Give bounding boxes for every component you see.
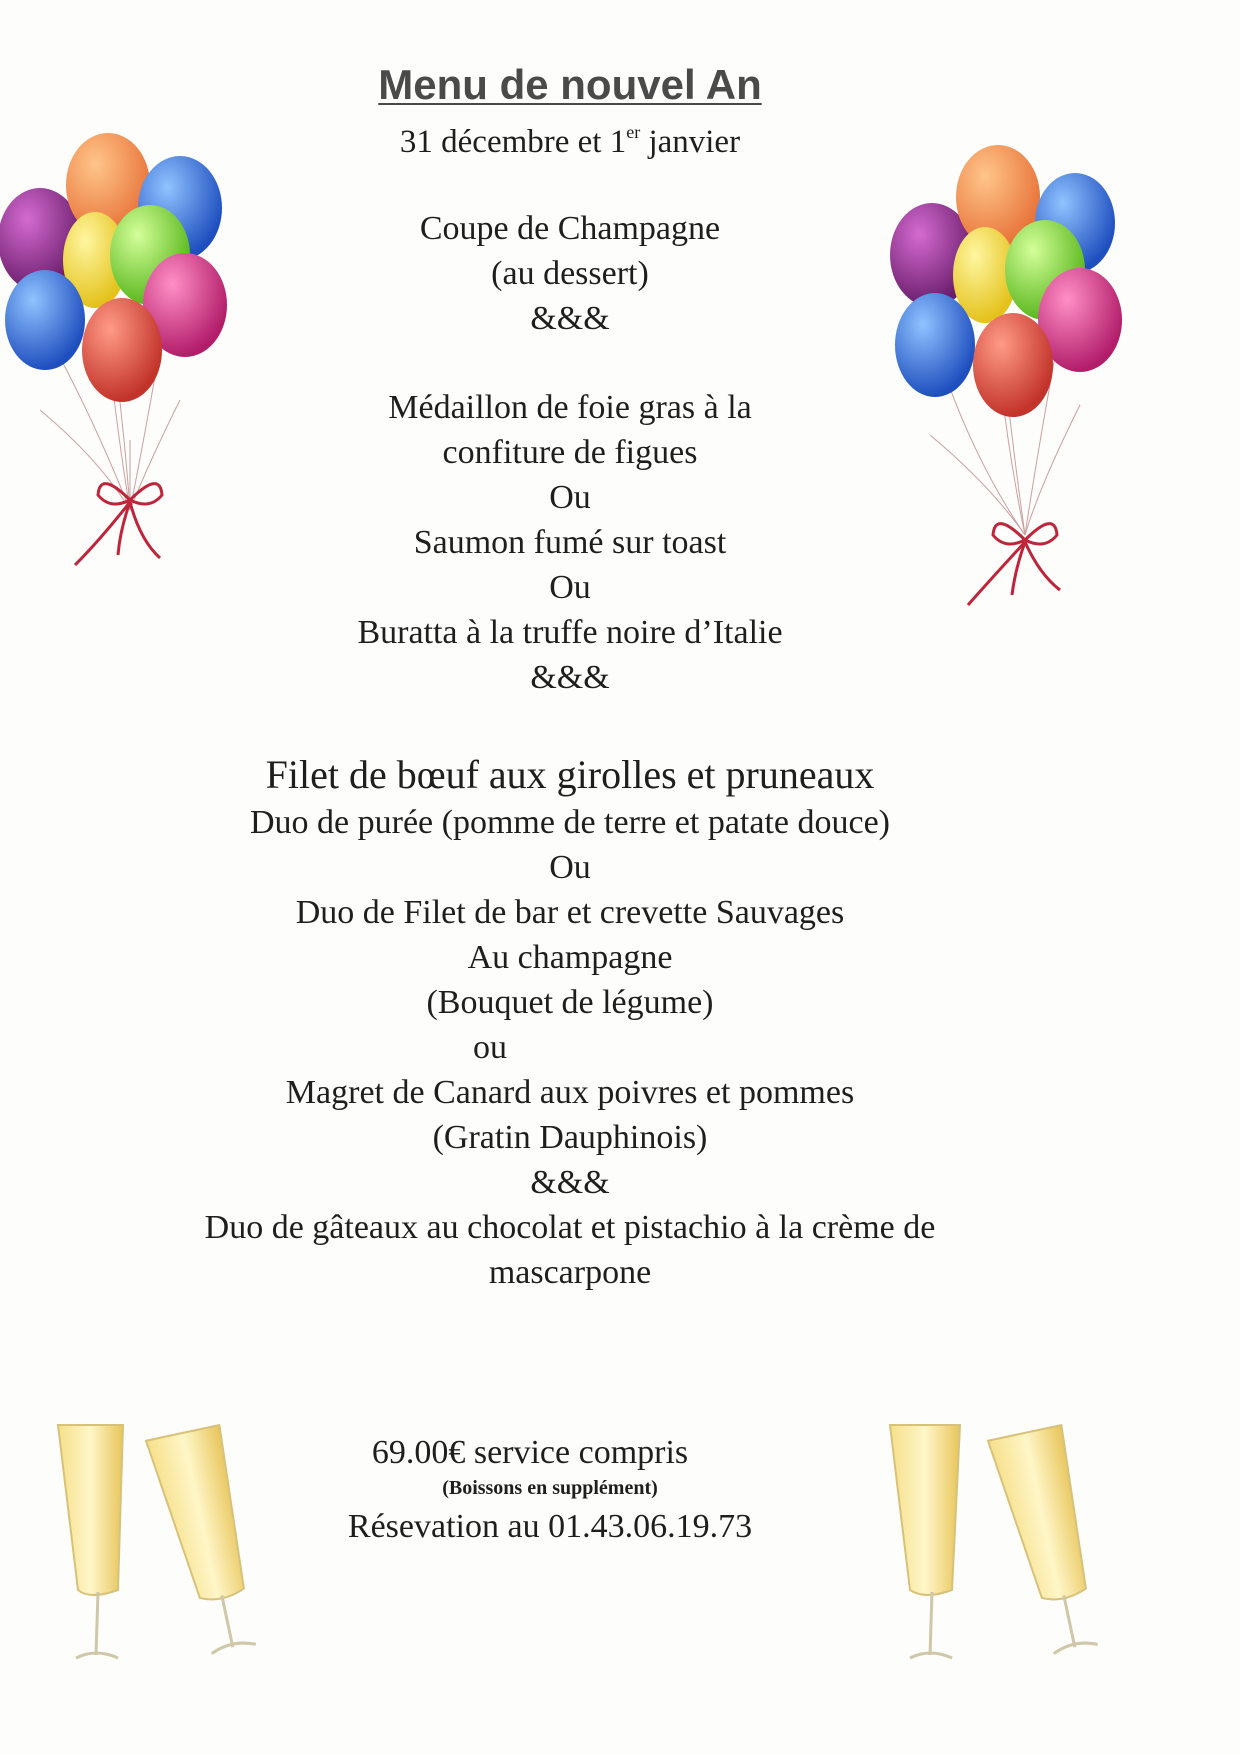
starter-line: confiture de figues (442, 434, 698, 471)
main-line: Duo de Filet de bar et crevette Sauvages (295, 894, 845, 931)
menu-title: Menu de nouvel An (378, 61, 762, 108)
date-suffix: janvier (640, 124, 741, 160)
or-label: Ou (549, 569, 591, 606)
main-line: (Gratin Dauphinois) (432, 1119, 708, 1156)
aperitif-note: (au dessert) (491, 255, 649, 292)
reservation: Résevation au 01.43.06.19.73 (347, 1508, 753, 1545)
balloons-right-icon (880, 135, 1160, 635)
or-label: Ou (549, 479, 591, 516)
starter-line: Saumon fumé sur toast (413, 524, 727, 561)
dessert-line: Duo de gâteaux au chocolat et pistachio à la crème de (204, 1209, 936, 1246)
dessert-line: mascarpone (488, 1254, 652, 1291)
main-line: (Bouquet de légume) (426, 984, 714, 1021)
date-prefix: 31 décembre et 1 (399, 124, 627, 160)
main-line: Magret de Canard aux poivres et pommes (285, 1074, 855, 1111)
price: 69.00€ service compris (371, 1434, 689, 1471)
date-sup: er (626, 122, 641, 142)
menu-date (140, 122, 1000, 160)
starter-line: Buratta à la truffe noire d’Italie (357, 614, 783, 651)
starter-line: Médaillon de foie gras à la (388, 389, 752, 426)
separator: &&& (530, 300, 610, 337)
main-line: Duo de purée (pomme de terre et patate douce) (249, 804, 891, 841)
main-dish-headline: Filet de bœuf aux girolles et pruneaux (265, 752, 875, 797)
separator: &&& (530, 659, 610, 696)
separator: &&& (530, 1164, 610, 1201)
aperitif-name: Coupe de Champagne (419, 210, 721, 247)
or-label: ou (473, 1029, 507, 1066)
drinks-note: (Boissons en supplément) (442, 1477, 658, 1499)
or-label: Ou (549, 849, 591, 886)
main-line: Au champagne (467, 939, 673, 976)
